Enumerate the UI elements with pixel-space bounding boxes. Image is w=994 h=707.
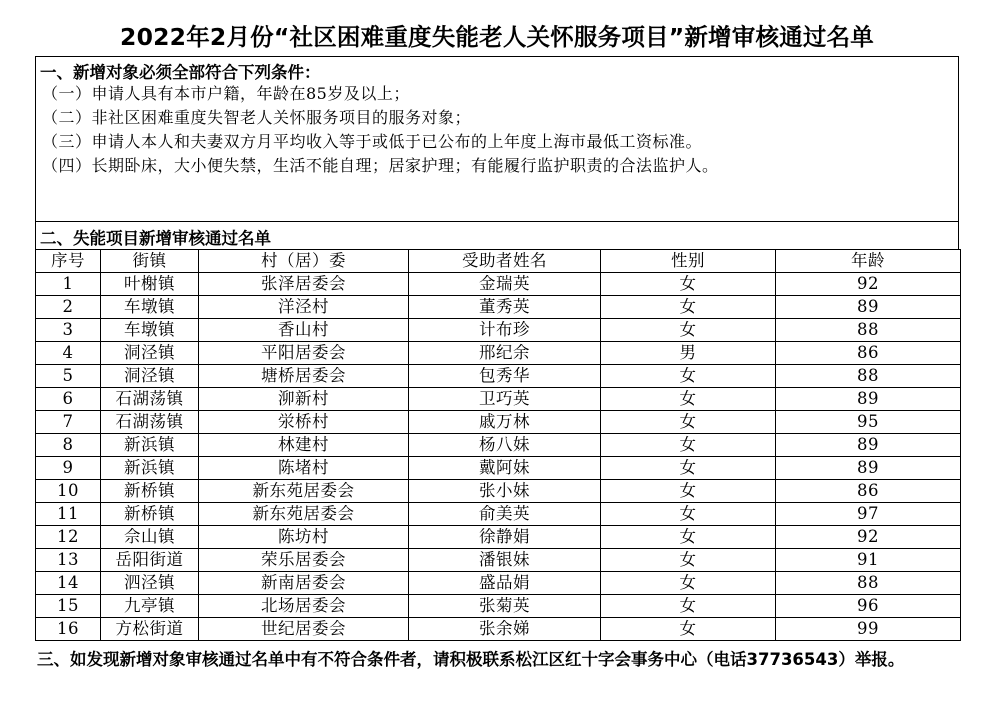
section2-header — [35, 222, 959, 249]
cell-committee: 世纪居委会 — [199, 618, 409, 641]
table-row — [36, 411, 961, 434]
recipient-table — [35, 249, 961, 641]
cell-gender: 女 — [601, 388, 776, 411]
cell-town: 车墩镇 — [101, 296, 199, 319]
cell-age: 97 — [776, 503, 961, 526]
table-row — [36, 434, 961, 457]
cell-index: 6 — [36, 388, 101, 411]
table-row — [36, 526, 961, 549]
cell-index: 16 — [36, 618, 101, 641]
cell-gender: 女 — [601, 480, 776, 503]
cell-age: 95 — [776, 411, 961, 434]
cell-gender: 女 — [601, 434, 776, 457]
cell-committee: 林建村 — [199, 434, 409, 457]
cell-name: 杨八妹 — [409, 434, 601, 457]
cell-index: 5 — [36, 365, 101, 388]
cell-town: 岳阳街道 — [101, 549, 199, 572]
cell-age: 89 — [776, 434, 961, 457]
cell-age: 89 — [776, 296, 961, 319]
cell-index: 13 — [36, 549, 101, 572]
cell-committee: 泶桥村 — [199, 411, 409, 434]
cell-age: 88 — [776, 319, 961, 342]
cell-index: 1 — [36, 273, 101, 296]
criteria-heading: 一、新增对象必须全部符合下列条件： — [40, 63, 321, 82]
cell-town: 新桥镇 — [101, 480, 199, 503]
criteria-item-4: （四）长期卧床，大小便失禁，生活不能自理；居家护理；有能履行监护职责的合法监护人。 — [42, 156, 719, 175]
criteria-item-1: （一）申请人具有本市户籍，年龄在85岁及以上； — [42, 84, 410, 103]
cell-town: 泗泾镇 — [101, 572, 199, 595]
cell-town: 车墩镇 — [101, 319, 199, 342]
table-row — [36, 296, 961, 319]
cell-gender: 女 — [601, 365, 776, 388]
cell-gender: 女 — [601, 526, 776, 549]
cell-town: 佘山镇 — [101, 526, 199, 549]
cell-gender: 女 — [601, 273, 776, 296]
table-row — [36, 388, 961, 411]
cell-age: 99 — [776, 618, 961, 641]
cell-index: 12 — [36, 526, 101, 549]
document-title: 2022年2月份“社区困难重度失能老人关怀服务项目”新增审核通过名单 — [120, 23, 874, 51]
cell-name: 计布珍 — [409, 319, 601, 342]
cell-committee: 陈堵村 — [199, 457, 409, 480]
cell-committee: 塘桥居委会 — [199, 365, 409, 388]
col-header-name: 受助者姓名 — [409, 250, 601, 273]
cell-name: 徐静娟 — [409, 526, 601, 549]
cell-town: 洞泾镇 — [101, 342, 199, 365]
cell-committee: 荣乐居委会 — [199, 549, 409, 572]
cell-age: 91 — [776, 549, 961, 572]
cell-age: 89 — [776, 388, 961, 411]
cell-town: 新浜镇 — [101, 457, 199, 480]
cell-committee: 新东苑居委会 — [199, 480, 409, 503]
cell-age: 92 — [776, 273, 961, 296]
cell-name: 张小妹 — [409, 480, 601, 503]
cell-name: 潘银妹 — [409, 549, 601, 572]
cell-name: 戴阿妹 — [409, 457, 601, 480]
cell-committee: 香山村 — [199, 319, 409, 342]
col-header-town: 街镇 — [101, 250, 199, 273]
table-row — [36, 457, 961, 480]
cell-name: 戚万林 — [409, 411, 601, 434]
criteria-item-2: （二）非社区困难重度失智老人关怀服务项目的服务对象； — [42, 108, 472, 127]
col-header-committee: 村（居）委 — [199, 250, 409, 273]
cell-committee: 新东苑居委会 — [199, 503, 409, 526]
cell-name: 卫巧英 — [409, 388, 601, 411]
cell-name: 张余娣 — [409, 618, 601, 641]
cell-name: 包秀华 — [409, 365, 601, 388]
cell-town: 石湖荡镇 — [101, 411, 199, 434]
section2-heading: 二、失能项目新增审核通过名单 — [40, 229, 271, 248]
cell-name: 金瑞英 — [409, 273, 601, 296]
table-row — [36, 595, 961, 618]
cell-committee: 泖新村 — [199, 388, 409, 411]
cell-gender: 女 — [601, 595, 776, 618]
criteria-item-3: （三）申请人本人和夫妻双方月平均收入等于或低于已公布的上年度上海市最低工资标准。 — [42, 132, 703, 151]
cell-age: 89 — [776, 457, 961, 480]
cell-index: 3 — [36, 319, 101, 342]
cell-gender: 女 — [601, 319, 776, 342]
cell-town: 九亭镇 — [101, 595, 199, 618]
cell-committee: 张泽居委会 — [199, 273, 409, 296]
cell-name: 张菊英 — [409, 595, 601, 618]
table-header-row — [36, 250, 961, 273]
cell-town: 方松街道 — [101, 618, 199, 641]
cell-age: 86 — [776, 342, 961, 365]
cell-index: 10 — [36, 480, 101, 503]
col-header-age: 年龄 — [776, 250, 961, 273]
cell-name: 俞美英 — [409, 503, 601, 526]
cell-committee: 平阳居委会 — [199, 342, 409, 365]
cell-age: 96 — [776, 595, 961, 618]
table-row — [36, 572, 961, 595]
cell-age: 86 — [776, 480, 961, 503]
cell-name: 盛品娟 — [409, 572, 601, 595]
cell-committee: 陈坊村 — [199, 526, 409, 549]
cell-town: 新浜镇 — [101, 434, 199, 457]
cell-index: 8 — [36, 434, 101, 457]
cell-gender: 女 — [601, 549, 776, 572]
col-header-gender: 性别 — [601, 250, 776, 273]
cell-gender: 男 — [601, 342, 776, 365]
cell-gender: 女 — [601, 618, 776, 641]
cell-index: 11 — [36, 503, 101, 526]
report-notice: 三、如发现新增对象审核通过名单中有不符合条件者，请积极联系松江区红十字会事务中心（电话37736543）举报。 — [37, 650, 905, 669]
cell-gender: 女 — [601, 572, 776, 595]
table-row — [36, 319, 961, 342]
cell-name: 邢纪余 — [409, 342, 601, 365]
cell-gender: 女 — [601, 296, 776, 319]
cell-index: 14 — [36, 572, 101, 595]
cell-index: 9 — [36, 457, 101, 480]
criteria-box — [35, 56, 959, 222]
cell-age: 88 — [776, 365, 961, 388]
cell-town: 石湖荡镇 — [101, 388, 199, 411]
cell-town: 洞泾镇 — [101, 365, 199, 388]
cell-town: 新桥镇 — [101, 503, 199, 526]
cell-index: 2 — [36, 296, 101, 319]
table-row — [36, 480, 961, 503]
cell-committee: 新南居委会 — [199, 572, 409, 595]
cell-age: 92 — [776, 526, 961, 549]
cell-age: 88 — [776, 572, 961, 595]
cell-gender: 女 — [601, 457, 776, 480]
cell-gender: 女 — [601, 411, 776, 434]
cell-index: 7 — [36, 411, 101, 434]
cell-index: 15 — [36, 595, 101, 618]
cell-index: 4 — [36, 342, 101, 365]
cell-name: 董秀英 — [409, 296, 601, 319]
table-row — [36, 503, 961, 526]
table-row — [36, 549, 961, 572]
cell-town: 叶榭镇 — [101, 273, 199, 296]
table-row — [36, 273, 961, 296]
table-row — [36, 365, 961, 388]
cell-gender: 女 — [601, 503, 776, 526]
cell-committee: 北场居委会 — [199, 595, 409, 618]
table-row — [36, 618, 961, 641]
col-header-index: 序号 — [36, 250, 101, 273]
table-row — [36, 342, 961, 365]
cell-committee: 洋泾村 — [199, 296, 409, 319]
